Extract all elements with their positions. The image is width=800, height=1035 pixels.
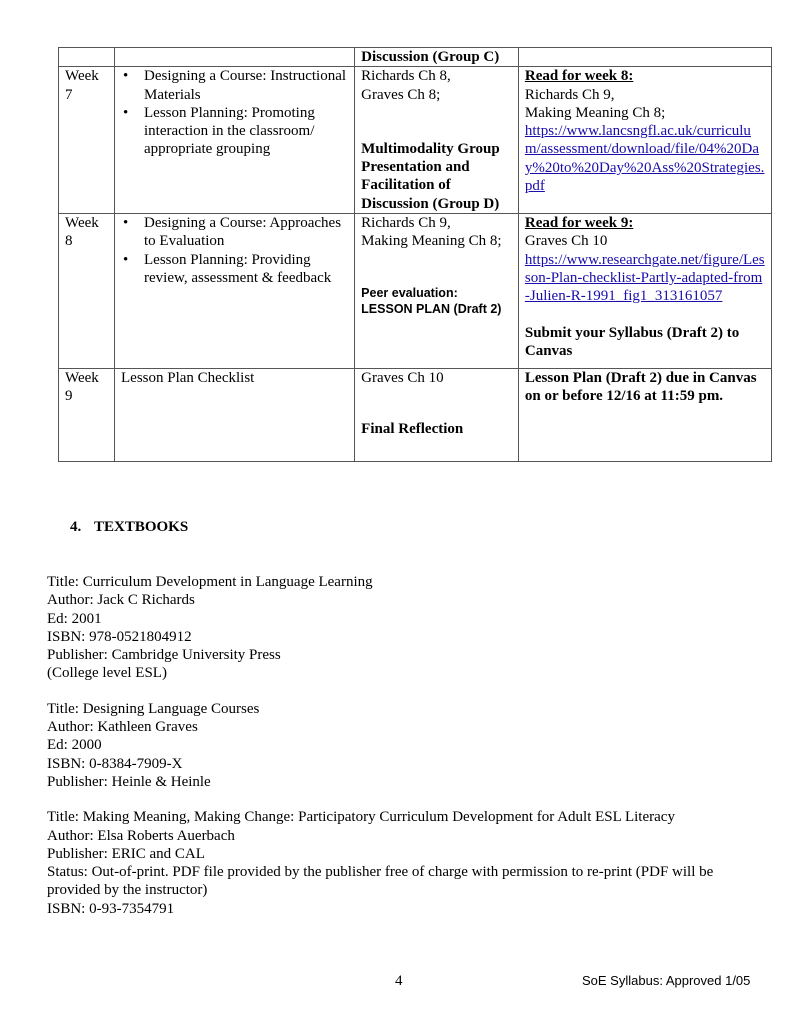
next-reading-cell: [518, 67, 771, 214]
topic-cell: Lesson Plan Checklist: [115, 369, 355, 462]
list-item: • Designing a Course: Approaches to Evaluation: [123, 215, 342, 250]
book-isbn: ISBN: 0-8384-7909-X: [47, 755, 183, 772]
table-row: [59, 214, 772, 369]
activity-text: Peer evaluation:: [361, 285, 458, 300]
schedule-table: [58, 47, 772, 462]
due-note: Lesson Plan (Draft 2) due in Canvas on or before 12/16 at 11:59 pm.: [524, 370, 757, 405]
submit-note: Submit your Syllabus (Draft 2) to Canvas: [524, 324, 740, 359]
textbook-list: [47, 573, 767, 935]
resource-link[interactable]: https://www.researchgate.net/figure/Lesson-Plan-checklist-Partly-adapted-from-Julien-R-1991_fig1_313161057: [524, 251, 765, 305]
book-title: Title: Curriculum Development in Language Learning: [47, 574, 373, 590]
week-label: Week 7: [59, 67, 115, 214]
reading-item: Graves Ch 10: [361, 370, 444, 387]
book-author: Author: Jack C Richards: [47, 592, 195, 609]
readings-cell: Discussion (Group C): [355, 48, 519, 67]
book-isbn: ISBN: 0-93-7354791: [47, 900, 175, 917]
list-item: • Lesson Planning: Providing review, assessment & feedback: [123, 251, 332, 286]
table-row: [59, 48, 772, 67]
activity-text: Multimodality Group Presentation and Facilitation of Discussion (Group D): [361, 140, 500, 212]
next-reading-cell: [518, 214, 771, 369]
activity-text: LESSON PLAN (Draft 2): [361, 301, 502, 316]
next-reading-cell: [518, 369, 771, 462]
topic-cell: [115, 214, 355, 369]
book-note: (College level ESL): [47, 665, 167, 682]
reading-item: Making Meaning Ch 8;: [361, 233, 502, 250]
readings-cell: [355, 67, 519, 214]
table-row: [59, 369, 772, 462]
section-heading: [70, 518, 188, 536]
page-number: 4: [395, 973, 403, 989]
readings-cell: [355, 214, 519, 369]
textbook-entry: [47, 573, 767, 683]
activity-text: Final Reflection: [361, 421, 464, 438]
list-item: • Designing a Course: Instructional Materials: [123, 68, 347, 103]
section-title: TEXTBOOKS: [94, 519, 189, 535]
book-author: Author: Elsa Roberts Auerbach: [47, 827, 235, 844]
next-reading-cell: [518, 48, 771, 67]
book-isbn: ISBN: 978-0521804912: [47, 628, 192, 645]
textbook-entry: [47, 700, 767, 791]
reading-item: Richards Ch 9,: [361, 215, 451, 232]
week-label: Week 9: [59, 369, 115, 462]
next-reading-heading: Read for week 9:: [524, 215, 634, 232]
book-publisher: Publisher: Heinle & Heinle: [47, 773, 211, 790]
book-status: Status: Out-of-print. PDF file provided by the publisher free of charge with permission to re-print (PDF will be provided by the instructor): [47, 864, 714, 899]
book-edition: Ed: 2000: [47, 737, 102, 754]
book-edition: Ed: 2001: [47, 610, 102, 627]
reading-item: Richards Ch 9,: [524, 86, 615, 103]
book-title: Title: Making Meaning, Making Change: Participatory Curriculum Development for Adult ESL Literacy: [47, 809, 675, 826]
footer-approval: SoE Syllabus: Approved 1/05: [582, 973, 751, 988]
readings-cell: [355, 369, 519, 462]
table-row: [59, 67, 772, 214]
book-title: Title: Designing Language Courses: [47, 700, 260, 717]
book-author: Author: Kathleen Graves: [47, 719, 198, 736]
resource-link[interactable]: https://www.lancsngfl.ac.uk/curriculum/assessment/download/file/04%20Day%20to%20Day%20Ass%20Strategies.pdf: [524, 123, 765, 195]
section-number: 4.: [70, 519, 82, 535]
reading-item: Richards Ch 8,: [361, 68, 451, 85]
book-publisher: Publisher: ERIC and CAL: [47, 845, 205, 862]
textbook-entry: [47, 808, 767, 918]
reading-item: Graves Ch 8;: [361, 86, 441, 103]
week-cell: [59, 48, 115, 67]
next-reading-heading: Read for week 8:: [524, 68, 634, 85]
reading-item: Graves Ch 10: [524, 233, 608, 250]
topic-cell: [115, 48, 355, 67]
topic-cell: [115, 67, 355, 214]
week-label: Week 8: [59, 214, 115, 369]
book-publisher: Publisher: Cambridge University Press: [47, 647, 281, 664]
reading-item: Making Meaning Ch 8;: [524, 104, 666, 121]
list-item: • Lesson Planning: Promoting interaction in the classroom/ appropriate grouping: [123, 104, 315, 158]
